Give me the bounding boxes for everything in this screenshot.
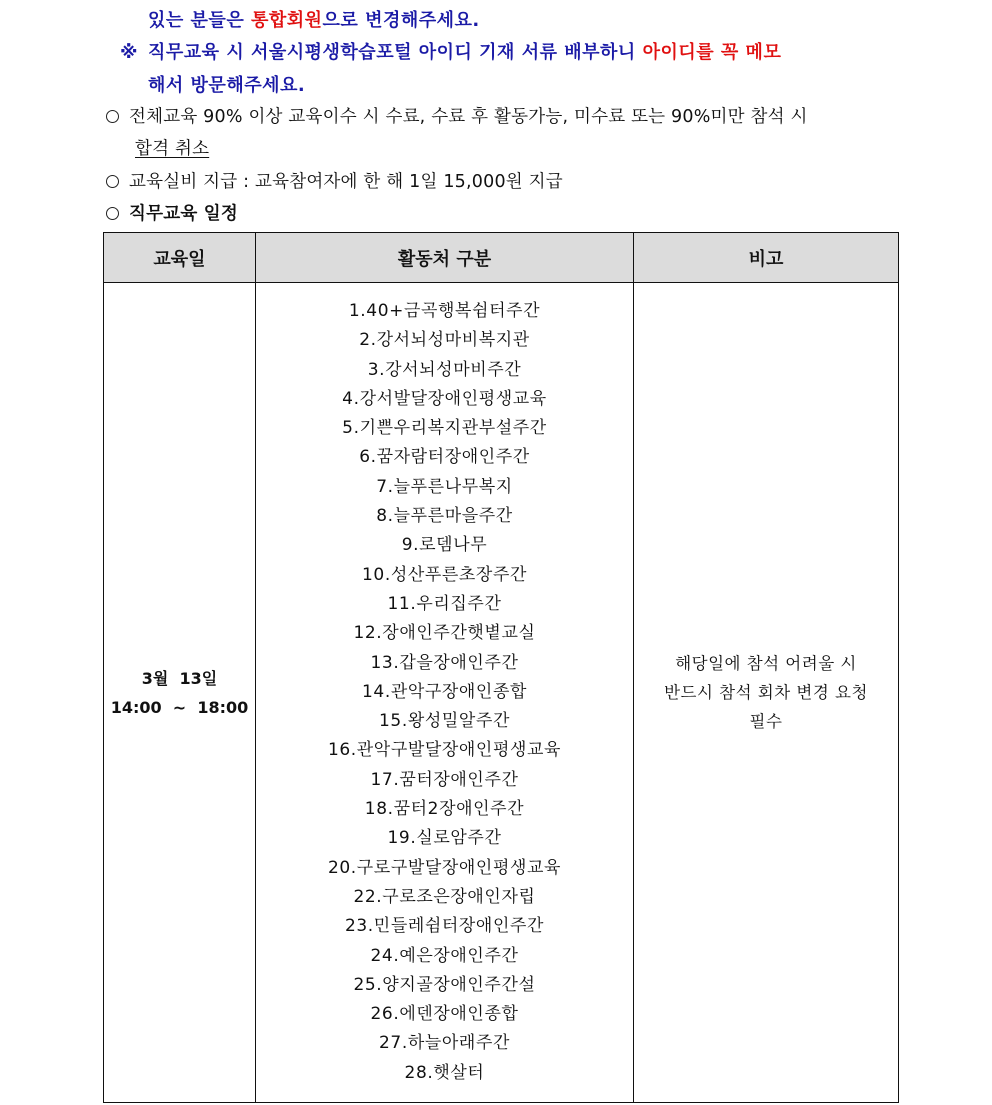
list-item: 25.양지골장애인주간설: [353, 974, 536, 995]
education-time: 14:00 ~ 18:00: [110, 697, 249, 717]
list-item: 23.민들레쉼터장애인주간: [344, 916, 545, 937]
notice-line-2: [120, 38, 781, 64]
notice-line-1-pre: 있는 분들은: [148, 10, 251, 31]
list-item: 15.왕성밀알주간: [379, 711, 510, 732]
list-item: 22.구로조은장애인자립: [353, 886, 536, 907]
circle-bullet-icon: [106, 175, 119, 188]
circle-bullet-icon: [106, 207, 119, 220]
circle-bullet-icon: [106, 110, 119, 123]
list-item: 18.꿈터2장애인주간: [364, 799, 525, 820]
list-item: 7.늘푸른나무복지: [376, 476, 513, 497]
list-item: 19.실로암주간: [387, 828, 502, 849]
bullet-completion-rule: [106, 103, 808, 128]
note-line-2: 반드시 참석 회차 변경 요청: [664, 683, 868, 702]
bullet-expense-payment-text: 교육실비 지급 : 교육참여자에 한 해 1일 15,000원 지급: [129, 172, 563, 192]
bullet-completion-rule-text: 전체교육 90% 이상 교육이수 시 수료, 수료 후 활동가능, 미수료 또는 90%미만 참석 시: [129, 107, 808, 127]
list-item: 28.햇살터: [404, 1062, 485, 1083]
list-item: 5.기쁜우리복지관부설주간: [342, 418, 547, 439]
bullet-completion-rule-continuation: [135, 135, 209, 160]
list-item: 13.갑을장애인주간: [370, 652, 519, 673]
note-cell: [634, 283, 899, 1103]
notice-highlight-memo-id: 아이디를 꼭 메모: [642, 42, 782, 63]
list-item: 6.꿈자람터장애인주간: [359, 447, 530, 468]
reference-mark-icon: ※: [120, 42, 138, 63]
note-line-3: 필수: [749, 712, 783, 731]
list-item: 20.구로구발달장애인평생교육: [327, 857, 562, 878]
schedule-table: [103, 232, 899, 1103]
list-item: 16.관악구발달장애인평생교육: [327, 740, 562, 761]
notice-highlight-integrated-member: 통합회원: [250, 10, 323, 31]
notice-line-3: [148, 71, 305, 97]
list-item: 12.장애인주간햇볕교실: [353, 623, 536, 644]
list-item: 14.관악구장애인종합: [361, 681, 527, 702]
organization-list: [256, 283, 633, 1088]
bullet-schedule-heading: [106, 200, 238, 225]
table-header-row: [104, 233, 899, 283]
date-cell: [104, 283, 256, 1103]
notice-line-2-pre: 직무교육 시 서울시평생학습포털 아이디 기재 서류 배부하니: [148, 42, 643, 63]
column-header-organization: 활동처 구분: [256, 233, 634, 283]
list-item: 26.에덴장애인종합: [370, 1004, 519, 1025]
list-item: 9.로뎀나무: [401, 535, 488, 556]
note-line-1: 해당일에 참석 어려울 시: [675, 654, 857, 673]
notice-line-3-text: 해서 방문해주세요.: [148, 75, 306, 96]
notice-line-1-post: 으로 변경해주세요.: [322, 10, 480, 31]
column-header-note: 비고: [634, 233, 899, 283]
organization-cell: [256, 283, 634, 1103]
list-item: 17.꿈터장애인주간: [370, 769, 519, 790]
list-item: 27.하늘아래주간: [379, 1033, 510, 1054]
table-row: [104, 283, 899, 1103]
list-item: 10.성산푸른초장주간: [361, 564, 527, 585]
notice-line-1: [148, 6, 480, 32]
education-date: 3월 13일: [141, 668, 218, 688]
list-item: 8.늘푸른마을주간: [376, 506, 513, 527]
schedule-heading-text: 직무교육 일정: [129, 204, 238, 224]
column-header-date: 교육일: [104, 233, 256, 283]
list-item: 11.우리집주간: [387, 593, 502, 614]
list-item: 24.예은장애인주간: [370, 945, 519, 966]
bullet-expense-payment: [106, 168, 563, 193]
list-item: 4.강서발달장애인평생교육: [342, 388, 547, 409]
list-item: 3.강서뇌성마비주간: [367, 359, 522, 380]
bullet-pass-cancel-text: 합격 취소: [135, 139, 210, 159]
list-item: 2.강서뇌성마비복지관: [359, 330, 530, 351]
list-item: 1.40+금곡행복쉼터주간: [348, 301, 541, 321]
